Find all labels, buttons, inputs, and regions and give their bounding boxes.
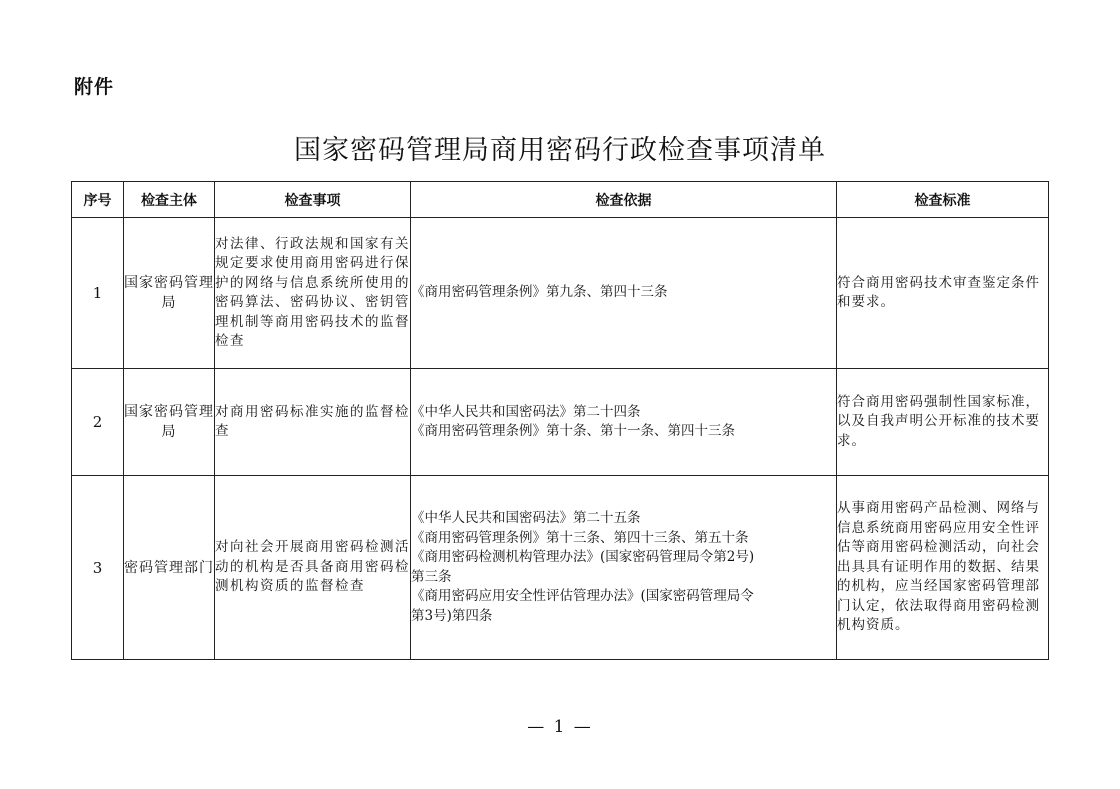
row-number: 2 — [72, 369, 124, 476]
header-standard: 检查标准 — [837, 182, 1049, 218]
row-standard: 从事商用密码产品检测、网络与信息系统商用密码应用安全性评估等商用密码检测活动，向社会出具具有证明作用的数据、结果的机构，应当经国家密码管理部门认定，依法取得商用密码检测机构资质。 — [837, 476, 1049, 660]
inspection-table — [71, 181, 1049, 660]
row-item: 对法律、行政法规和国家有关规定要求使用商用密码进行保护的网络与信息系统所使用的密码算法、密码协议、密钥管理机制等商用密码技术的监督检查 — [215, 218, 411, 369]
basis-line: 《商用密码管理条例》第十条、第十一条、第四十三条 — [411, 423, 735, 439]
table-row — [72, 218, 1049, 369]
row-number: 3 — [72, 476, 124, 660]
basis-line: 《中华人民共和国密码法》第二十五条 — [411, 510, 641, 526]
row-number: 1 — [72, 218, 124, 369]
row-basis — [411, 369, 837, 476]
page-title: 国家密码管理局商用密码行政检查事项清单 — [294, 135, 826, 166]
row-standard: 符合商用密码技术审查鉴定条件和要求。 — [837, 218, 1049, 369]
attachment-label: 附件 — [74, 76, 115, 98]
row-subject: 国家密码管理局 — [124, 369, 215, 476]
row-subject: 国家密码管理局 — [124, 218, 215, 369]
row-basis — [411, 476, 837, 660]
header-subject: 检查主体 — [124, 182, 215, 218]
row-standard: 符合商用密码强制性国家标准，以及自我声明公开标准的技术要求。 — [837, 369, 1049, 476]
basis-line: 第3号)第四条 — [411, 607, 493, 624]
page-number: — 1 — — [527, 717, 593, 737]
header-serial: 序号 — [72, 182, 124, 218]
table-row — [72, 476, 1049, 660]
basis-line: 《商用密码检测机构管理办法》(国家密码管理局令第2号) — [411, 549, 755, 565]
header-item: 检查事项 — [215, 182, 411, 218]
table-row — [72, 369, 1049, 476]
row-item: 对商用密码标准实施的监督检查 — [215, 369, 411, 476]
row-subject: 密码管理部门 — [124, 476, 215, 660]
basis-line: 《商用密码管理条例》第九条、第四十三条 — [411, 284, 668, 301]
table-header-row — [72, 182, 1049, 218]
basis-line: 《商用密码管理条例》第十三条、第四十三条、第五十条 — [411, 529, 749, 546]
basis-line: 《商用密码应用安全性评估管理办法》(国家密码管理局令 — [411, 588, 754, 604]
basis-line: 《中华人民共和国密码法》第二十四条 — [411, 403, 641, 420]
header-basis: 检查依据 — [411, 182, 837, 218]
basis-line: 第三条 — [411, 568, 452, 585]
row-item: 对向社会开展商用密码检测活动的机构是否具备商用密码检测机构资质的监督检查 — [215, 476, 411, 660]
row-basis — [411, 218, 837, 369]
